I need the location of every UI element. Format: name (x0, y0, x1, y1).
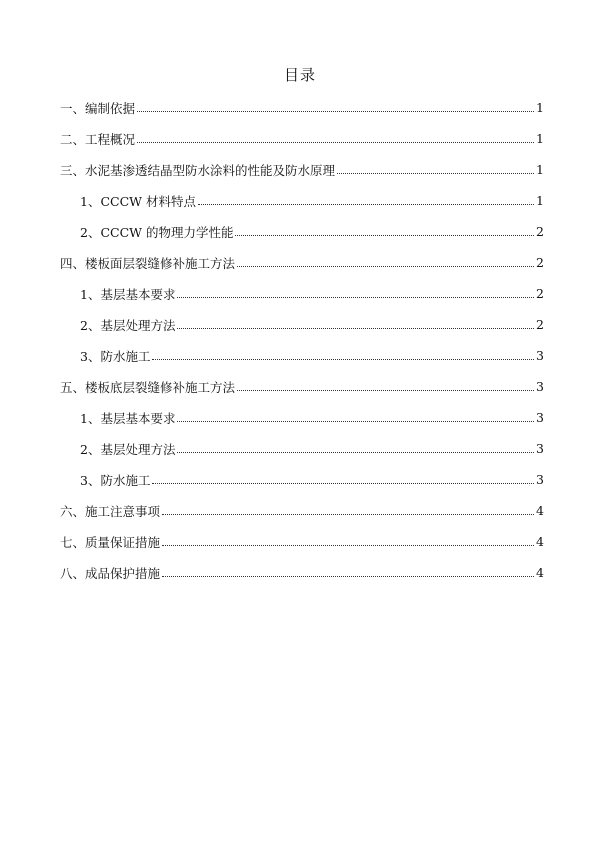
toc-entry-label: 3、防水施工 (80, 472, 151, 488)
toc-entry[interactable] (60, 433, 544, 464)
toc-entry-label: 六、施工注意事项 (60, 503, 161, 519)
dot-leader (137, 142, 534, 143)
toc-entry-page: 2 (536, 224, 544, 239)
toc-entry[interactable] (60, 154, 544, 185)
dot-leader (337, 173, 534, 174)
toc-entry[interactable] (60, 278, 544, 309)
toc-entry[interactable] (60, 340, 544, 371)
toc-entry-page: 4 (536, 503, 544, 518)
toc-entry-label: 1、CCCW 材料特点 (80, 193, 196, 209)
toc-entry-label: 2、基层处理方法 (80, 317, 176, 333)
toc-entry-page: 2 (536, 317, 544, 332)
toc-entry-page: 3 (536, 348, 544, 363)
dot-leader (235, 235, 534, 236)
toc-entry-page: 4 (536, 534, 544, 549)
toc-entry-label: 2、CCCW 的物理力学性能 (80, 224, 234, 240)
toc-entry-page: 1 (536, 162, 544, 177)
dot-leader (237, 390, 534, 391)
toc-entry-label: 1、基层基本要求 (80, 286, 176, 302)
dot-leader (177, 421, 534, 422)
dot-leader (177, 297, 534, 298)
dot-leader (177, 452, 534, 453)
dot-leader (237, 266, 534, 267)
toc-entry[interactable] (60, 495, 544, 526)
dot-leader (198, 204, 534, 205)
dot-leader (137, 111, 534, 112)
toc-entry[interactable] (60, 185, 544, 216)
toc-entry-label: 五、楼板底层裂缝修补施工方法 (60, 379, 236, 395)
toc-entry-page: 2 (536, 255, 544, 270)
toc-entry[interactable] (60, 216, 544, 247)
toc-entry[interactable] (60, 309, 544, 340)
toc-entry[interactable] (60, 526, 544, 557)
toc-entry[interactable] (60, 464, 544, 495)
dot-leader (177, 328, 534, 329)
dot-leader (152, 359, 534, 360)
table-of-contents (60, 92, 544, 588)
toc-entry-label: 二、工程概况 (60, 131, 136, 147)
toc-entry-page: 3 (536, 472, 544, 487)
toc-entry[interactable] (60, 92, 544, 123)
toc-entry-page: 3 (536, 410, 544, 425)
toc-title: 目录 (283, 66, 316, 84)
toc-entry-label: 2、基层处理方法 (80, 441, 176, 457)
dot-leader (162, 545, 534, 546)
toc-entry-page: 4 (536, 565, 544, 580)
toc-entry[interactable] (60, 247, 544, 278)
dot-leader (152, 483, 534, 484)
toc-entry[interactable] (60, 371, 544, 402)
toc-entry-page: 3 (536, 441, 544, 456)
toc-entry-label: 一、编制依据 (60, 100, 136, 116)
toc-entry-page: 1 (536, 131, 544, 146)
toc-entry-label: 四、楼板面层裂缝修补施工方法 (60, 255, 236, 271)
toc-entry-page: 1 (536, 193, 544, 208)
toc-entry-label: 八、成品保护措施 (60, 565, 161, 581)
toc-entry-label: 七、质量保证措施 (60, 534, 161, 550)
toc-entry-page: 1 (536, 100, 544, 115)
toc-entry-page: 3 (536, 379, 544, 394)
toc-entry[interactable] (60, 123, 544, 154)
toc-entry-label: 三、水泥基渗透结晶型防水涂料的性能及防水原理 (60, 162, 336, 178)
dot-leader (162, 576, 534, 577)
toc-entry-label: 3、防水施工 (80, 348, 151, 364)
toc-entry[interactable] (60, 402, 544, 433)
dot-leader (162, 514, 534, 515)
toc-entry-page: 2 (536, 286, 544, 301)
toc-entry[interactable] (60, 557, 544, 588)
toc-entry-label: 1、基层基本要求 (80, 410, 176, 426)
